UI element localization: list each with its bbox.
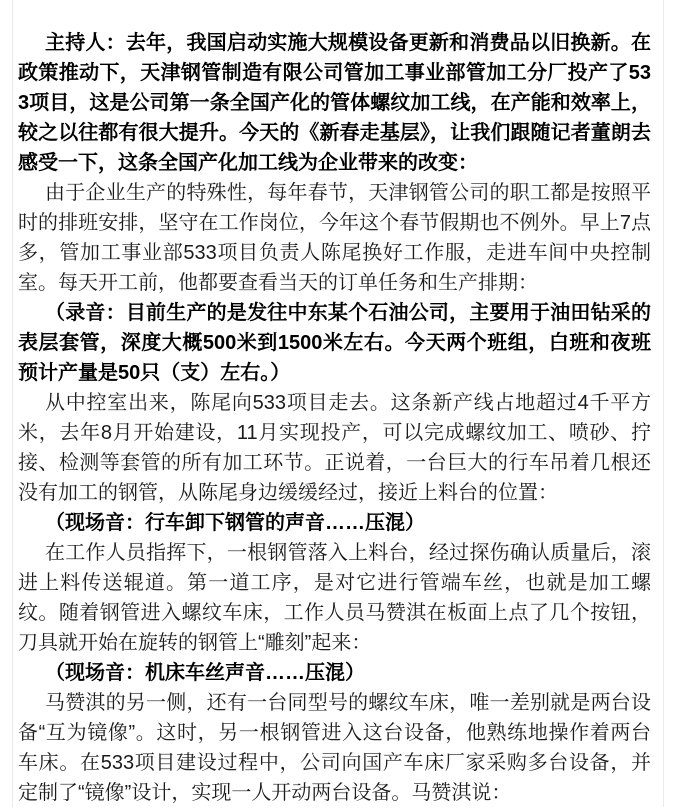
- paragraph-scene-sound-2: （现场音：机床车丝声音……压混）: [45, 662, 365, 684]
- paragraph-scene-sound-1: （现场音：行车卸下钢管的声音……压混）: [45, 512, 425, 534]
- paragraph-narration-3: 在工作人员指挥下，一根钢管落入上料台，经过探伤确认质量后，滚进上料传送辊道。第一道工序，是对它进行管端车丝，也就是加工螺纹。随着钢管进入螺纹车床，工作人员马赞淇在板面上点了几个按钮，刀具就开始在旋转的钢管上“雕刻”起来：: [18, 542, 651, 654]
- article-body: [12, 0, 664, 807]
- paragraph-narration-1: 由于企业生产的特殊性，每年春节，天津钢管公司的职工都是按照平时的排班安排，坚守在工作岗位，今年这个春节假期也不例外。早上7点多，管加工事业部533项目负责人陈尾换好工作服，走进车间中央控制室。每天开工前，他都要查看当天的订单任务和生产排期：: [18, 182, 651, 294]
- paragraph-narration-4: 马赞淇的另一侧，还有一台同型号的螺纹车床，唯一差别就是两台设备“互为镜像”。这时，另一根钢管进入这台设备，他熟练地操作着两台车床。在533项目建设过程中，公司向国产车床厂家采购多台设备，并定制了“镜像”设计，实现一人开动两台设备。马赞淇说：: [18, 692, 651, 804]
- paragraph-host-intro: 主持人：去年，我国启动实施大规模设备更新和消费品以旧换新。在政策推动下，天津钢管制造有限公司管加工事业部管加工分厂投产了533项目，这是公司第一条全国产化的管体螺纹加工线，在产能和效率上，较之以往都有很大提升。今天的《新春走基层》，让我们跟随记者董朗去感受一下，这条全国产化加工线为企业带来的改变：: [18, 32, 651, 174]
- paragraph-audio-quote: （录音：目前生产的是发往中东某个石油公司，主要用于油田钻采的表层套管，深度大概500米到1500米左右。今天两个班组，白班和夜班预计产量是50只（支）左右。）: [18, 302, 651, 384]
- paragraph-narration-2: 从中控室出来，陈尾向533项目走去。这条新产线占地超过4千平方米，去年8月开始建设，11月实现投产，可以完成螺纹加工、喷砂、拧接、检测等套管的所有加工环节。正说着，一台巨大的行车吊着几根还没有加工的钢管，从陈尾身边缓缓经过，接近上料台的位置：: [18, 392, 651, 504]
